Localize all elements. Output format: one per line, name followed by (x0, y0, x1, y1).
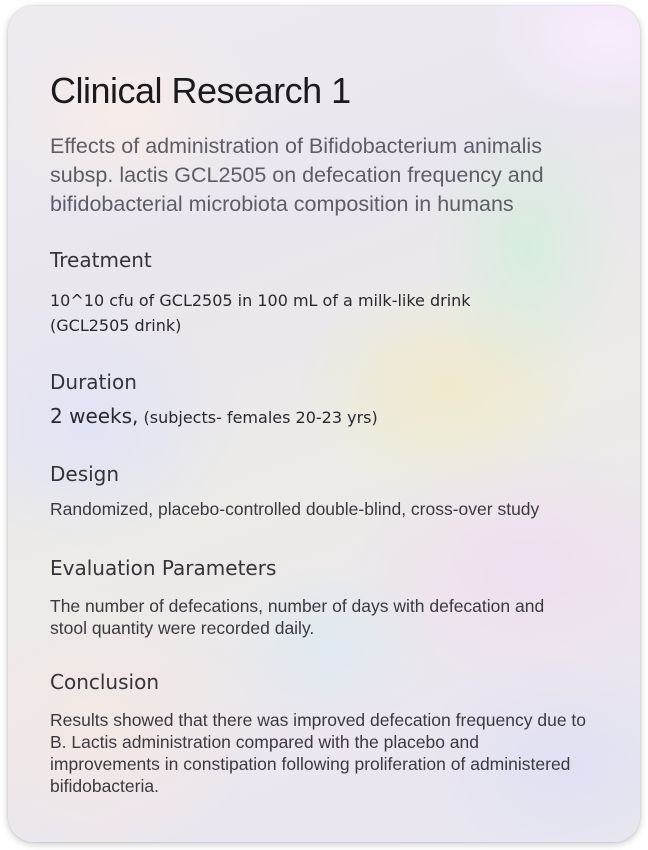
duration-value-line (50, 404, 378, 428)
card-subtitle: Effects of administration of Bifidobacterium animalis subsp. lactis GCL2505 on defecation frequency and bifidobacterial microbiota composition in humans (50, 134, 544, 216)
evaluation-heading: Evaluation Parameters (50, 556, 277, 580)
card-title: Clinical Research 1 (50, 70, 351, 111)
research-card (8, 6, 640, 842)
duration-value: 2 weeks, (50, 404, 139, 428)
design-text: Randomized, placebo-controlled double-blind, cross-over study (50, 499, 540, 519)
evaluation-text: The number of defecations, number of days with defecation and stool quantity were recorded daily. (50, 596, 545, 638)
treatment-heading: Treatment (50, 248, 152, 272)
conclusion-text: Results showed that there was improved defecation frequency due to B. Lactis administration compared with the placebo and improvements in constipation following proliferation of administered bifidobacteria. (50, 710, 587, 796)
conclusion-heading: Conclusion (50, 670, 159, 694)
treatment-line-2: (GCL2505 drink) (50, 316, 182, 335)
treatment-line-1: 10^10 cfu of GCL2505 in 100 mL of a milk-like drink (50, 291, 471, 310)
duration-note: (subjects- females 20-23 yrs) (143, 408, 378, 427)
design-heading: Design (50, 462, 120, 486)
duration-heading: Duration (50, 370, 137, 394)
